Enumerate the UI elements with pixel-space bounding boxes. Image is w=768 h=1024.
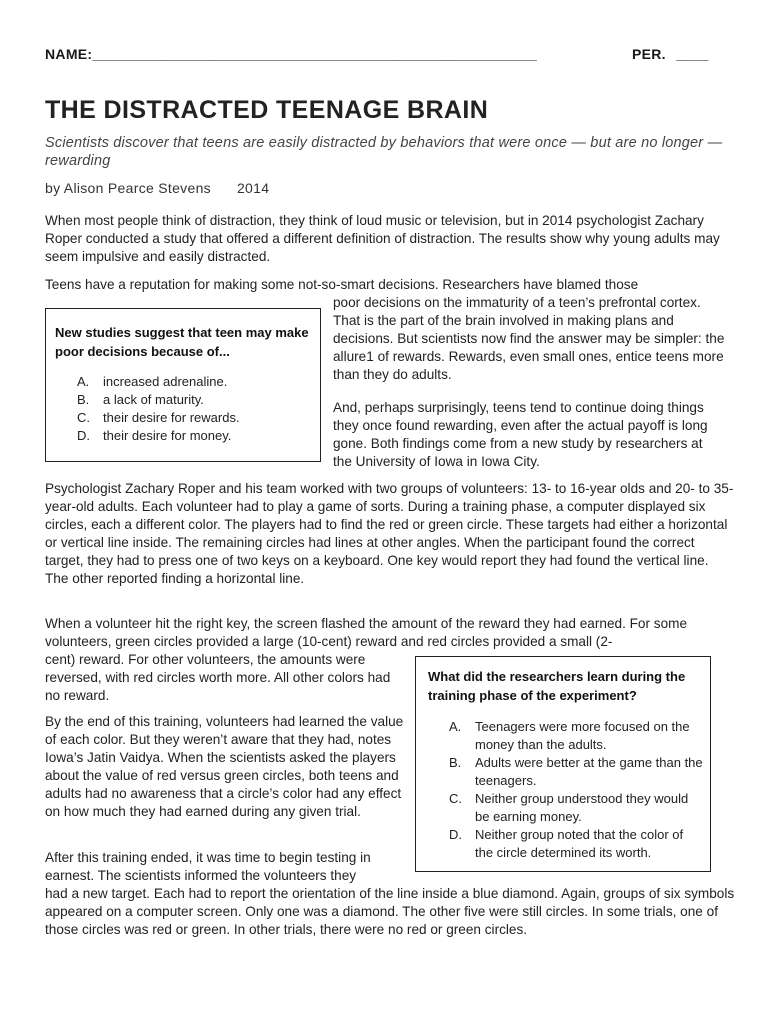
paragraph-3: And, perhaps surprisingly, teens tend to continue doing things they once found rewarding, even after the actual payoff is long gone. Both findings come from a new study by researchers at the University of Iowa in Iowa City. [333,400,708,469]
period-blank: ____ [676,46,709,62]
byline [45,180,269,196]
publication-year: 2014 [236,180,270,196]
paragraph-1: When most people think of distraction, they think of loud music or television, but in 2014 psychologist Zachary Roper conducted a study that offered a different definition of distraction. The results show why young adults may seem impulsive and easily distracted. [45,213,720,264]
question-box-1 [45,308,321,462]
question-1-option-c[interactable]: C. their desire for rewards. [77,410,240,425]
question-2-prompt: What did the researchers learn during the training phase of the experiment? [428,669,686,703]
paragraph-4: Psychologist Zachary Roper and his team worked with two groups of volunteers: 13- to 16-year olds and 20- to 35-year-old adults. Each volunteer had to play a game of sorts. During a training phase, a computer displayed six circles, each a different color. The players had to find the red or green circle. These targets had either a horizontal or vertical line inside. The remaining circles had lines at other angles. When the participant found the correct target, they had to press one of two keys on a keyboard. One key would report they had found the vertical line. The other reported finding a horizontal line. [45,481,734,586]
question-1-option-a[interactable]: A. increased adrenaline. [77,374,228,389]
question-2-options [449,718,704,862]
question-1-option-d[interactable]: D. their desire for money. [77,428,232,443]
paragraph-6: By the end of this training, volunteers had learned the value of each color. But they weren’t aware that they had, notes Iowa’s Jatin Vaidya. When the scientists asked the players about the value of red versus green circles, both teens and adults had no awareness that a circle’s color had any effect on how much they had earned during any given trial. [45,714,404,819]
period-field [632,46,708,62]
name-label: NAME:_______________________________________________________ [45,46,538,62]
question-1-option-b[interactable]: B. a lack of maturity. [77,392,204,407]
article-title: THE DISTRACTED TEENAGE BRAIN [45,96,489,124]
article-subtitle: Scientists discover that teens are easily distracted by behaviors that were once — but are no longer — rewarding [45,135,723,169]
question-2-option-a[interactable]: A. Teenagers were more focused on the money than the adults. [449,719,690,752]
paragraph-2-intro: Teens have a reputation for making some not-so-smart decisions. Researchers have blamed those [45,277,639,292]
question-2-option-c[interactable]: C. Neither group understood they would be earning money. [449,791,689,824]
question-box-2 [415,656,711,872]
question-1-options [77,373,312,445]
author: by Alison Pearce Stevens [45,180,211,196]
question-2-option-b[interactable]: B. Adults were better at the game than the teenagers. [449,755,703,788]
paragraph-7: had a new target. Each had to report the orientation of the line inside a blue diamond. Again, groups of six symbols appeared on a computer screen. Only one was a diamond. The other five were still circles. In some trials, one of those circles was red or green. In other trials, there were no red or green circles. [45,886,735,937]
paragraph-5: cent) reward. For other volunteers, the amounts were reversed, with red circles worth more. All other colors had no reward. [45,652,391,703]
question-1-prompt: New studies suggest that teen may make poor decisions because of... [55,325,309,359]
paragraph-7-intro: After this training ended, it was time to begin testing in earnest. The scientists informed the volunteers they [45,850,371,883]
question-2-option-d[interactable]: D. Neither group noted that the color of the circle determined its worth. [449,827,684,860]
paragraph-5-intro: When a volunteer hit the right key, the screen flashed the amount of the reward they had earned. For some volunteers, green circles provided a large (10-cent) reward and red circles provided a small (2- [45,616,688,649]
paragraph-2: poor decisions on the immaturity of a teen’s prefrontal cortex. That is the part of the brain involved in making plans and decisions. But scientists now find the answer may be simpler: the allure1 of rewards. Rewards, even small ones, entice teens more than they do adults. [333,295,725,382]
period-label: PER. [632,46,666,62]
